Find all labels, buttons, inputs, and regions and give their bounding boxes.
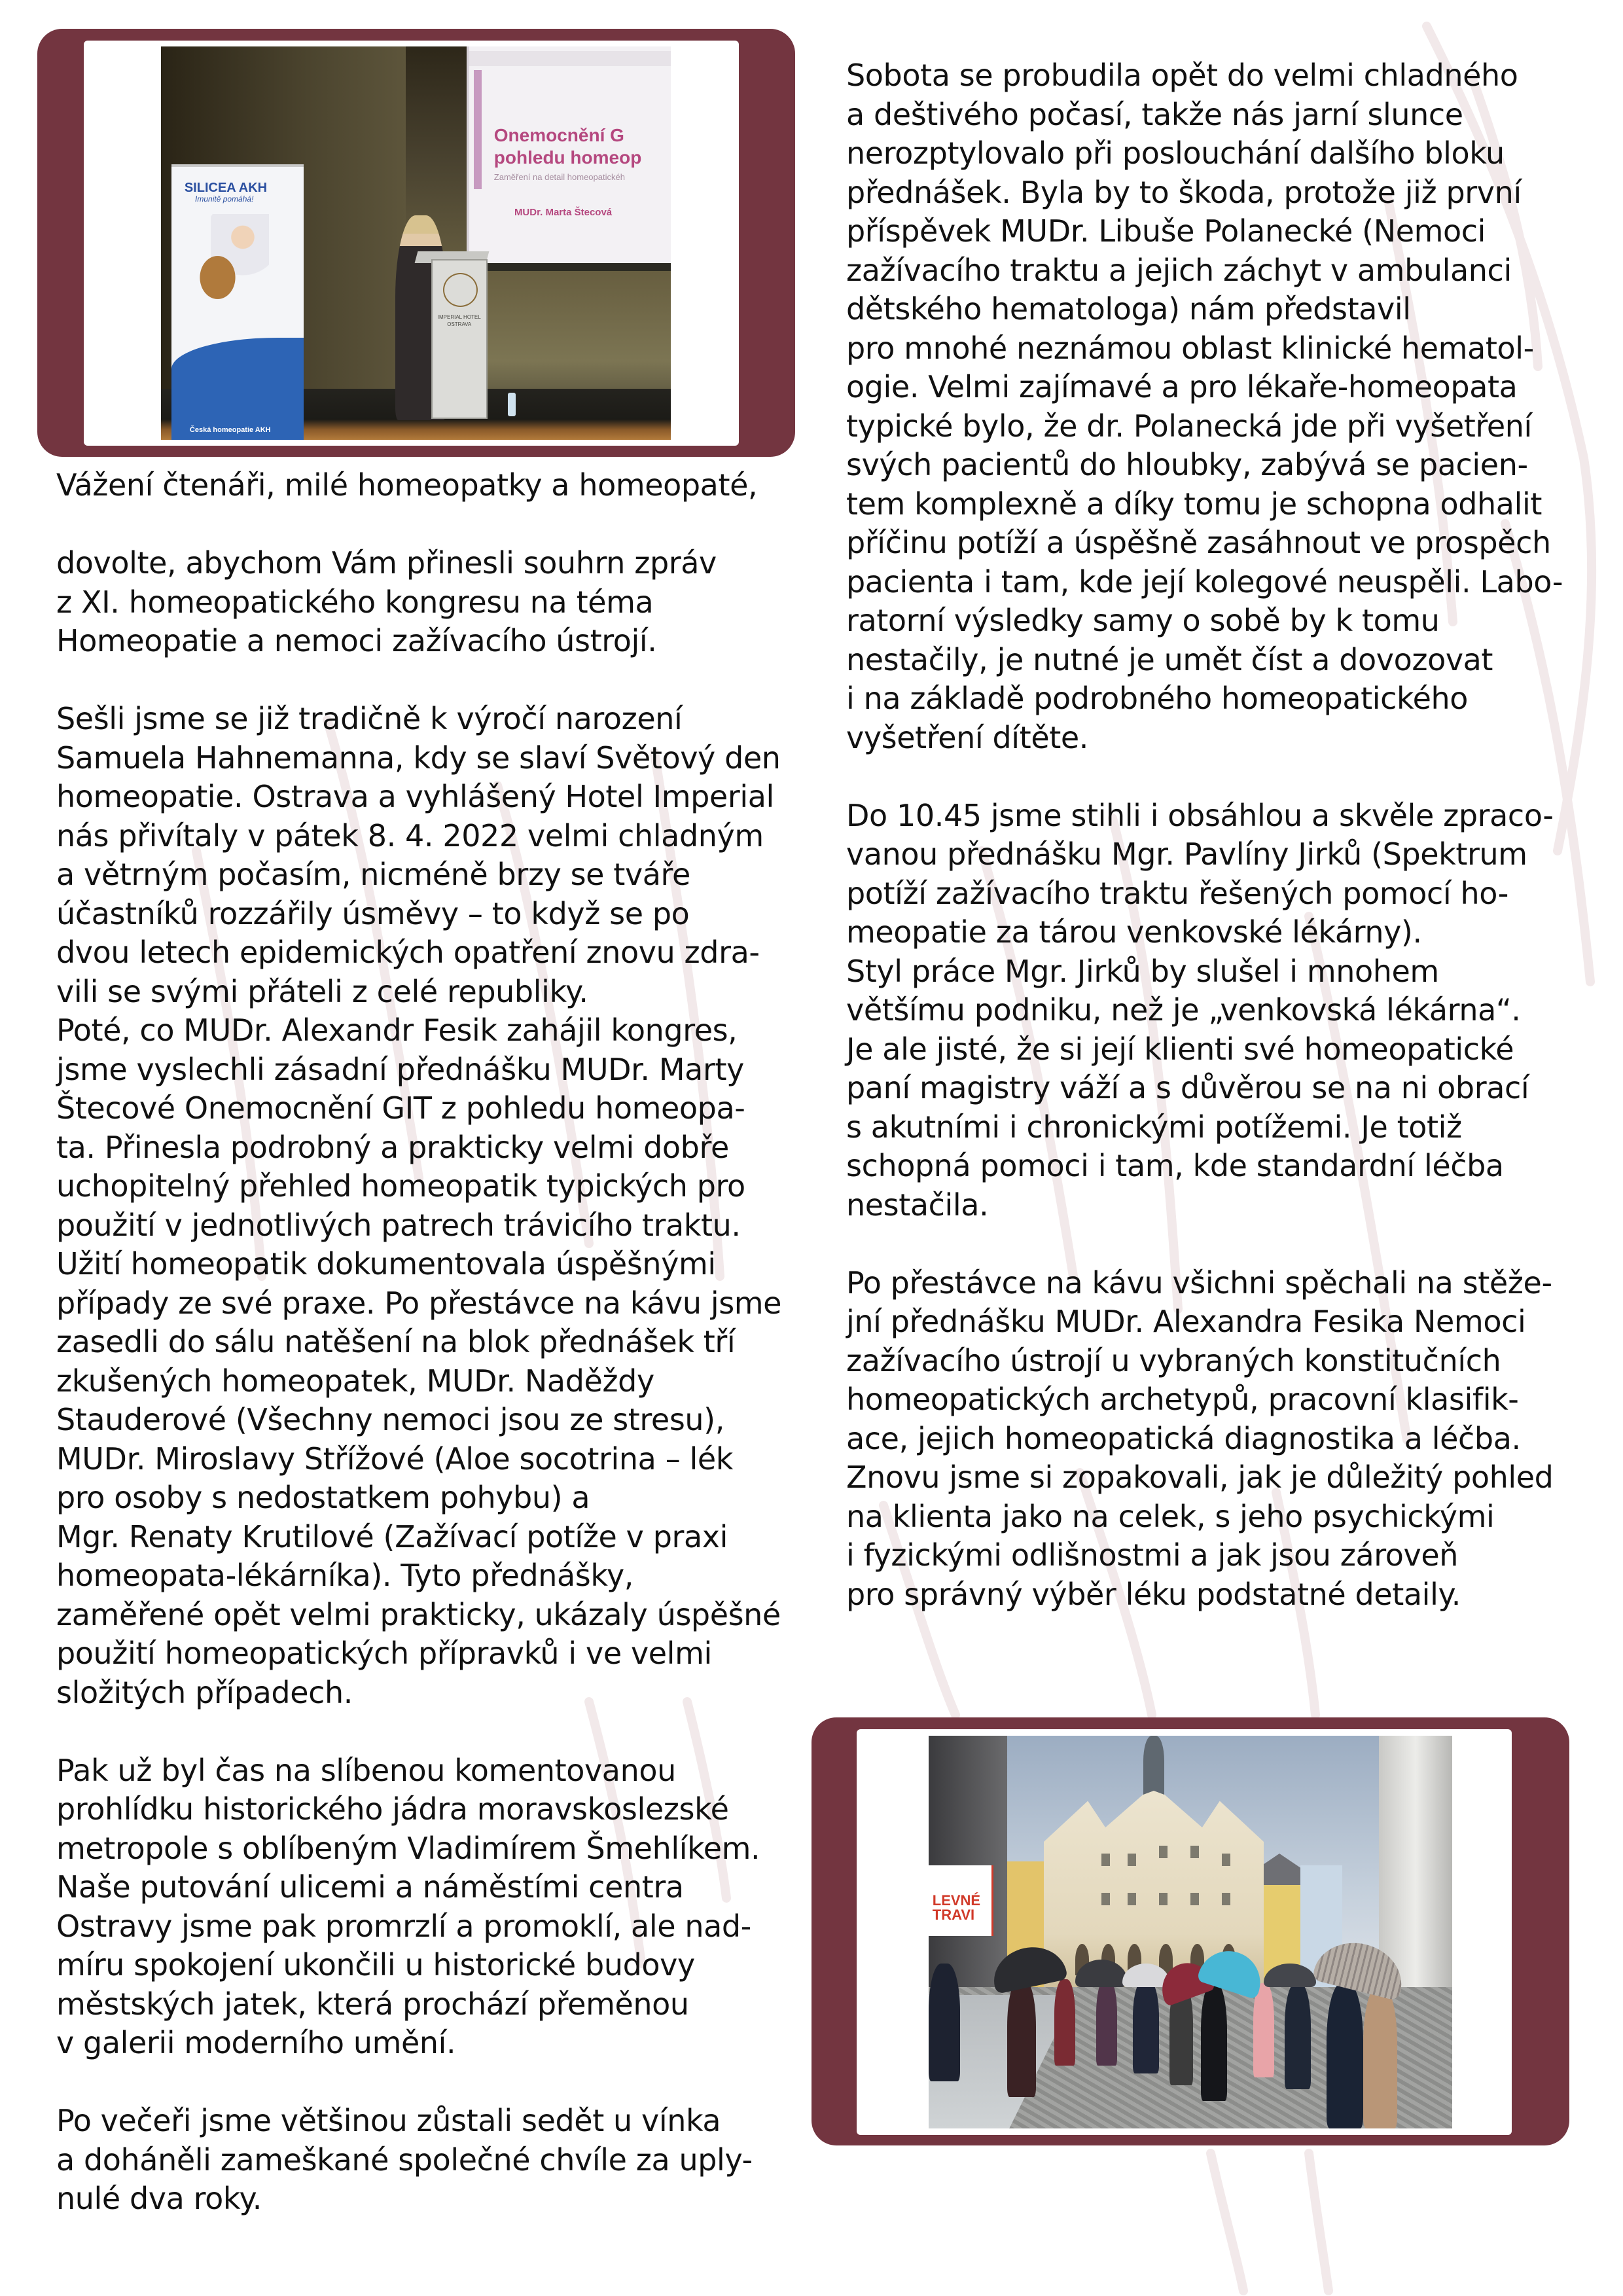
slide-band [469, 51, 671, 66]
text-line: Sobota se probudila opět do velmi chladného [846, 58, 1518, 93]
window [1101, 1893, 1110, 1905]
text-line: případy ze své praxe. Po přestávce na kávu jsme [56, 1285, 782, 1321]
text-line: typické bylo, že dr. Polanecká jde při vyšetření [846, 408, 1532, 444]
window [1222, 1893, 1230, 1905]
window [1190, 1846, 1199, 1858]
text-line: příspěvek MUDr. Libuše Polanecké (Nemoci [846, 213, 1486, 249]
text-line: ta. Přinesla podrobný a prakticky velmi dobře [56, 1129, 729, 1165]
text-line: Vážení čtenáři, milé homeopatky a homeopaté, [56, 467, 758, 503]
text-line: dovolte, abychom Vám přinesli souhrn zpráv [56, 545, 717, 581]
text-line: Je ale jisté, že si její klienti své homeopatické [846, 1031, 1514, 1067]
banner-slogan: Imunitě pomáhá! [195, 194, 254, 204]
text-line: homeopatických archetypů, pracovní klasifik- [846, 1382, 1519, 1417]
text-line: Styl práce Mgr. Jirků by slušel i mnohem [846, 953, 1439, 989]
text-line: většímu podniku, než je „venkovská lékárna“. [846, 992, 1521, 1028]
text-line: Užití homeopatik dokumentovala úspěšnými [56, 1246, 716, 1282]
text-line: homeopatie. Ostrava a vyhlášený Hotel Imperial [56, 779, 774, 814]
text-line: příčinu potíží a úspěšně zasáhnout ve prospěch [846, 525, 1551, 560]
text-line: míru spokojení ukončili u historické budovy [56, 1947, 695, 1982]
text-line: vanou přednášku Mgr. Pavlíny Jirků (Spektrum [846, 836, 1527, 872]
text-line: použití homeopatických přípravků i ve velmi [56, 1636, 712, 1671]
text-line: Samuela Hahnemanna, kdy se slaví Světový den [56, 740, 781, 776]
photo-lecture [161, 46, 671, 440]
paragraph-tour [56, 1751, 802, 2063]
text-line: ratorní výsledky samy o sobě by k tomu [846, 603, 1440, 638]
text-line: prohlídku historického jádra moravskoslezské [56, 1791, 729, 1827]
projection-screen [467, 46, 671, 263]
text-line: tem komplexně a díky tomu je schopna odhalit [846, 486, 1542, 522]
text-line: zažívacího traktu a jejich záchyt v ambulanci [846, 252, 1512, 288]
text-line: i na základě podrobného homeopatického [846, 681, 1469, 716]
banner-footer: Česká homeopatie AKH [189, 426, 271, 435]
text-line: zažívacího ústrojí u vybraných konstitučních [846, 1342, 1501, 1378]
text-line: Homeopatie a nemoci zažívacího ústrojí. [56, 623, 657, 658]
screen-bottom-edge [482, 263, 671, 271]
text-line: použití v jednotlivých patrech trávicího traktu. [56, 1207, 741, 1243]
text-line: paní magistry váží a s důvěrou se na ni obrací [846, 1070, 1529, 1105]
text-line: dětského hematologa) nám představil [846, 291, 1411, 327]
person [1133, 1979, 1159, 2073]
window [1128, 1893, 1136, 1905]
text-line: Do 10.45 jsme stihli i obsáhlou a skvěle zpraco- [846, 797, 1554, 833]
text-line: Stauderové (Všechny nemoci jsou ze stresu), [56, 1402, 724, 1437]
text-line: z XI. homeopatického kongresu na téma [56, 584, 654, 620]
paragraph-intro [56, 544, 802, 661]
paragraph-friday [56, 700, 802, 1712]
text-line: nulé dva roky. [56, 2181, 262, 2216]
slide-title-line-1: Onemocnění G [493, 124, 624, 145]
text-line: s akutními i chronickými potížemi. Je totiž [846, 1109, 1462, 1145]
text-line: účastníků rozzářily úsměvy – to když se po [56, 895, 690, 931]
window [1190, 1893, 1199, 1905]
rollup-banner [171, 164, 304, 440]
text-line: přednášek. Byla by to škoda, protože již první [846, 174, 1522, 210]
paragraph-fesik [846, 1264, 1599, 1615]
text-line: svých pacientů do hloubky, zabývá se pacien- [846, 447, 1528, 482]
text-line: schopná pomoci i tam, kde standardní léčba [846, 1148, 1504, 1183]
text-line: a deštivého počasí, takže nás jarní slunce [846, 96, 1463, 132]
slide-title-line-2: pohledu homeop [493, 147, 642, 168]
photo-street [929, 1736, 1452, 2128]
text-line: jní přednášku MUDr. Alexandra Fesika Nemoci [846, 1304, 1526, 1339]
text-line: městských jatek, která prochází přeměnou [56, 1986, 689, 2022]
text-line: MUDr. Miroslavy Střížové (Aloe socotrina – lék [56, 1441, 734, 1477]
text-line: jsme vyslechli zásadní přednášku MUDr. Marty [56, 1051, 744, 1087]
text-line: Znovu jsme si zopakovali, jak je důležitý pohled [846, 1460, 1554, 1495]
text-line: vyšetření dítěte. [846, 719, 1088, 755]
person [1096, 1979, 1117, 2066]
text-line: Naše putování ulicemi a náměstími centra [56, 1869, 684, 1905]
text-line: Sešli jsme se již tradičně k výročí narození [56, 701, 683, 736]
podium [431, 259, 488, 419]
slide-author: MUDr. Marta Štecová [514, 206, 613, 218]
text-line: nerozptylovalo při poslouchání dalšího bloku [846, 135, 1505, 171]
banner-blue-wave [171, 338, 304, 440]
text-line: homeopata-lékárníka). Tyto přednášky, [56, 1558, 634, 1593]
text-line: vili se svými přáteli z celé republiky. [56, 973, 588, 1009]
text-line: pro správný výběr léku podstatné detaily. [846, 1576, 1461, 1612]
teddy-bear-image [195, 250, 240, 305]
person [1327, 1983, 1363, 2128]
text-line: v galerii moderního umění. [56, 2025, 456, 2060]
podium-text: IMPERIAL HOTEL OSTRAVA [437, 314, 481, 328]
water-bottle [508, 393, 516, 416]
text-line: nás přivítaly v pátek 8. 4. 2022 velmi chladným [56, 817, 764, 853]
person [1201, 1983, 1227, 2101]
text-line: Mgr. Renaty Krutilové (Zažívací potíže v praxi [56, 1518, 728, 1554]
text-line: Po přestávce na kávu všichni spěchali na stěže- [846, 1265, 1552, 1300]
text-line: zaměřené opět velmi prakticky, ukázaly úspěšné [56, 1596, 781, 1632]
person [1285, 1983, 1311, 2089]
person [1253, 1983, 1274, 2077]
text-line: Pak už byl čas na slíbenou komentovanou [56, 1752, 676, 1788]
window [1159, 1846, 1168, 1858]
window [1101, 1854, 1110, 1866]
text-line: na klienta jako na celek, s jeho psychickými [846, 1498, 1495, 1534]
person [929, 1964, 960, 2081]
window [1222, 1854, 1230, 1866]
shop-sign [929, 1865, 993, 1936]
shop-sign-text: LEVNÉ TRAVI [932, 1892, 981, 1924]
text-line: Ostravy jsme pak promrzlí a promoklí, ale nad- [56, 1908, 751, 1944]
text-line: i fyzickými odlišnostmi a jak jsou zároveň [846, 1537, 1459, 1573]
slide-title [494, 124, 642, 169]
paragraph-greeting [56, 466, 802, 505]
person [1007, 1979, 1036, 2097]
paragraph-saturday [846, 56, 1599, 757]
text-line: pro mnohé neznámou oblast klinické hematol- [846, 330, 1534, 366]
slide-subtitle: Zaměření na detail homeopatickéh [493, 171, 625, 182]
text-line: pro osoby s nedostatkem pohybu) a [56, 1480, 590, 1515]
text-line: složitých případech. [56, 1674, 353, 1710]
text-line: Poté, co MUDr. Alexandr Fesik zahájil kongres, [56, 1013, 738, 1048]
left-column [56, 466, 802, 2219]
hotel-logo-icon [443, 273, 478, 307]
window [1159, 1893, 1168, 1905]
text-line: dvou letech epidemických opatření znovu zdra- [56, 935, 760, 970]
text-line: ogie. Velmi zajímavé a pro lékaře-homeopata [846, 369, 1518, 404]
text-line: nestačily, je nutné je umět číst a dovozovat [846, 641, 1493, 677]
text-line: zasedli do sálu natěšení na blok přednášek tří [56, 1324, 736, 1359]
text-line: ace, jejich homeopatická diagnostika a léčba. [846, 1420, 1521, 1456]
slide-accent-bar [474, 70, 482, 189]
text-line: nestačila. [846, 1187, 989, 1223]
text-line: a větrným počasím, nicméně brzy se tváře [56, 857, 690, 892]
paragraph-evening [56, 2102, 802, 2219]
building-tower [1143, 1736, 1164, 1799]
window [1128, 1854, 1136, 1866]
paragraph-jirku [846, 797, 1599, 1225]
text-line: Po večeři jsme většinou zůstali sedět u vínka [56, 2103, 721, 2138]
text-line: zkušených homeopatek, MUDr. Naděždy [56, 1363, 654, 1399]
right-column [846, 56, 1599, 1614]
text-line: potíží zažívacího traktu řešených pomocí ho- [846, 875, 1509, 911]
text-line: pacienta i tam, kde její kolegové neuspěli. Labo- [846, 564, 1563, 600]
person [1054, 1979, 1075, 2066]
banner-brand: SILICEA AKH [184, 181, 268, 196]
person [1363, 1987, 1397, 2128]
text-line: metropole s oblíbeným Vladimírem Šmehlíkem. [56, 1830, 760, 1866]
text-line: meopatie za tárou venkovské lékárny). [846, 914, 1422, 950]
text-line: uchopitelný přehled homeopatik typických pro [56, 1168, 745, 1204]
text-line: a doháněli zameškané společné chvíle za uply- [56, 2142, 753, 2178]
text-line: Štecové Onemocnění GIT z pohledu homeopa- [56, 1090, 745, 1126]
